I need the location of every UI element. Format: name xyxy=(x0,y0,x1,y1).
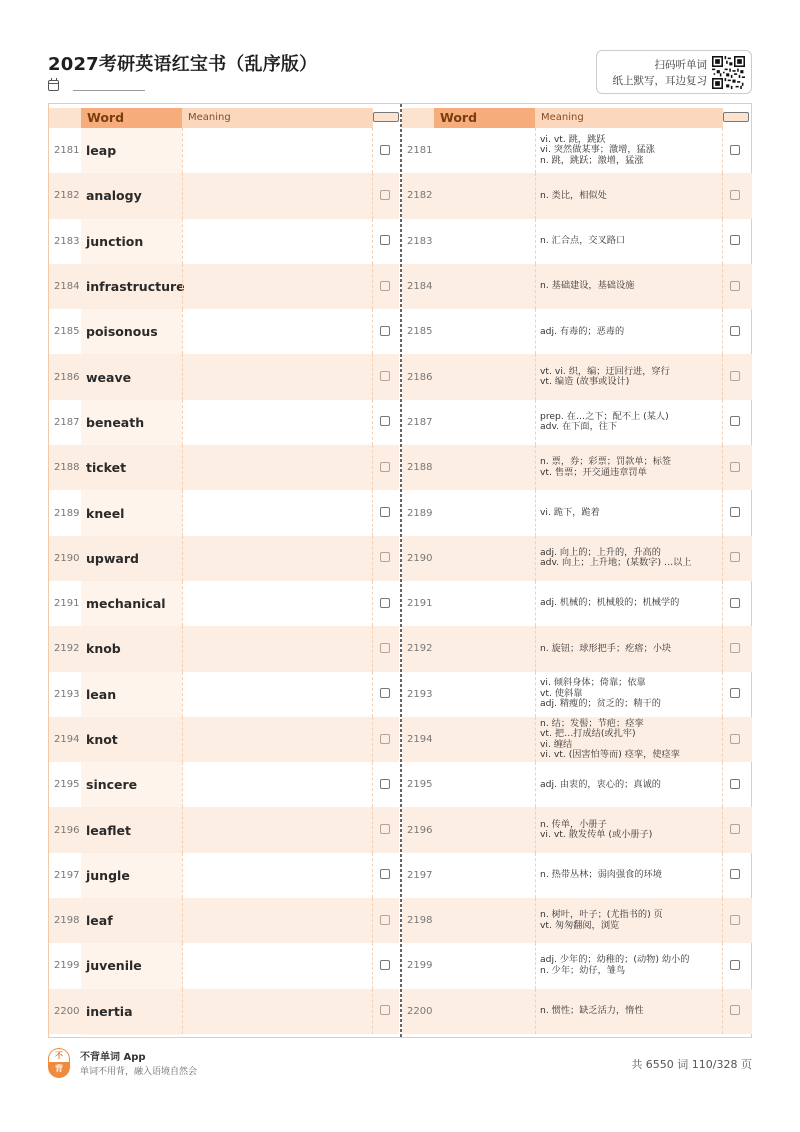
meaning-line: vt. 把…打成结(或扎牢) xyxy=(540,728,636,739)
entry-number: 2191 xyxy=(407,598,433,610)
review-checkbox[interactable] xyxy=(380,598,390,608)
entry-word: junction xyxy=(86,233,144,249)
meaning-line: vt. 编造 (故事或设计) xyxy=(540,376,630,388)
meaning-cell xyxy=(535,672,723,717)
entry-meaning xyxy=(540,445,671,490)
table-header-left xyxy=(49,108,399,128)
review-checkbox[interactable] xyxy=(380,915,390,925)
entry-meaning xyxy=(540,672,661,717)
word-blank-cell[interactable] xyxy=(434,354,535,399)
entry-word: upward xyxy=(86,550,139,566)
entry-meaning xyxy=(540,853,662,898)
page-header xyxy=(48,50,752,98)
meaning-line: n. 跳，跳跃；激增，猛涨 xyxy=(540,154,644,166)
entry-number: 2200 xyxy=(407,1005,433,1017)
meaning-line: vi. 跪下，跪着 xyxy=(540,506,600,518)
review-checkbox[interactable] xyxy=(380,462,390,472)
review-checkbox[interactable] xyxy=(730,688,740,698)
logo-bottom-char: 背 xyxy=(48,1062,70,1078)
entry-word: infrastructure xyxy=(86,279,185,295)
review-checkbox[interactable] xyxy=(380,643,390,653)
app-name: 不背单词 App xyxy=(80,1052,146,1063)
entry-number: 2190 xyxy=(407,552,433,564)
review-checkbox[interactable] xyxy=(380,1005,390,1015)
word-blank-cell[interactable] xyxy=(434,581,535,626)
entry-number: 2185 xyxy=(407,326,433,338)
meaning-cell xyxy=(535,626,723,671)
meaning-blank-cell[interactable] xyxy=(182,536,373,581)
page-title: 2027考研英语红宝书（乱序版） xyxy=(48,54,318,75)
meaning-blank-cell[interactable] xyxy=(182,400,373,445)
word-blank-cell[interactable] xyxy=(434,807,535,852)
word-blank-cell[interactable] xyxy=(434,762,535,807)
table-row xyxy=(402,400,752,445)
entry-number: 2193 xyxy=(407,688,433,700)
table-row xyxy=(402,354,752,399)
table-row xyxy=(402,128,752,173)
entry-number: 2195 xyxy=(407,779,433,791)
meaning-cell xyxy=(535,445,723,490)
meaning-line: prep. 在…之下；配不上 (某人) xyxy=(540,410,669,422)
entry-number: 2196 xyxy=(54,824,80,836)
meaning-line: adj. 少年的；幼稚的；(动物) 幼小的 xyxy=(540,954,690,966)
review-checkbox[interactable] xyxy=(730,462,740,472)
table-row xyxy=(49,490,399,535)
entry-number: 2192 xyxy=(54,643,80,655)
table-row xyxy=(49,672,399,717)
review-checkbox[interactable] xyxy=(380,371,390,381)
qr-code-icon[interactable] xyxy=(712,56,745,89)
header-word: Word xyxy=(81,108,182,128)
entry-number: 2193 xyxy=(54,688,80,700)
table-row xyxy=(49,853,399,898)
table-row xyxy=(402,173,752,218)
meaning-line: vi. 突然做某事；激增，猛涨 xyxy=(540,144,655,156)
review-checkbox[interactable] xyxy=(380,507,390,517)
entry-number: 2183 xyxy=(54,235,80,247)
meaning-blank-cell[interactable] xyxy=(182,219,373,264)
table-row xyxy=(49,445,399,490)
app-logo-icon xyxy=(48,1048,70,1078)
review-checkbox[interactable] xyxy=(730,915,740,925)
word-rows xyxy=(49,128,399,1034)
header-num-cell xyxy=(402,108,434,128)
meaning-blank-cell[interactable] xyxy=(182,445,373,490)
page-footer xyxy=(48,1048,752,1080)
review-checkbox[interactable] xyxy=(730,552,740,562)
word-blank-cell[interactable] xyxy=(434,309,535,354)
meaning-cell xyxy=(535,219,723,264)
entry-word: leaflet xyxy=(86,822,131,838)
meaning-blank-cell[interactable] xyxy=(182,943,373,988)
entry-word: mechanical xyxy=(86,596,166,612)
meaning-cell xyxy=(535,807,723,852)
meaning-cell xyxy=(535,943,723,988)
entry-number: 2198 xyxy=(54,915,80,927)
review-checkbox[interactable] xyxy=(380,869,390,879)
qr-caption xyxy=(605,57,707,89)
entry-meaning xyxy=(540,762,661,807)
entry-number: 2199 xyxy=(54,960,80,972)
table-row xyxy=(49,717,399,762)
meaning-line: n. 热带丛林；弱肉强食的环境 xyxy=(540,869,662,881)
logo-top-char: 不 xyxy=(48,1048,70,1063)
word-blank-cell[interactable] xyxy=(434,173,535,218)
meaning-line: n. 少年；幼仔，雏鸟 xyxy=(540,964,626,976)
meaning-line: n. 票，券；彩票；罚款单；标签 xyxy=(540,456,672,468)
entry-meaning xyxy=(540,717,680,762)
meaning-cell xyxy=(535,762,723,807)
header-meaning: Meaning xyxy=(535,108,723,128)
review-checkbox[interactable] xyxy=(380,688,390,698)
meaning-line: vt. 匆匆翻阅，浏览 xyxy=(540,919,620,931)
entry-number: 2185 xyxy=(54,326,80,338)
entry-number: 2187 xyxy=(407,416,433,428)
meaning-cell xyxy=(535,400,723,445)
word-blank-cell[interactable] xyxy=(434,717,535,762)
entry-number: 2190 xyxy=(54,552,80,564)
entry-meaning xyxy=(540,989,644,1034)
meaning-line: n. 惯性；缺乏活力，惰性 xyxy=(540,1005,644,1017)
review-checkbox[interactable] xyxy=(380,235,390,245)
review-checkbox[interactable] xyxy=(730,235,740,245)
meaning-cell xyxy=(535,853,723,898)
meaning-line: adv. 向上；上升地；(某数字) …以上 xyxy=(540,557,692,569)
meaning-line: vt. 售票；开交通违章罚单 xyxy=(540,466,647,478)
word-blank-cell[interactable] xyxy=(434,219,535,264)
table-row xyxy=(49,989,399,1034)
word-blank-cell[interactable] xyxy=(434,490,535,535)
meaning-line: adj. 精瘦的；贫乏的；精干的 xyxy=(540,698,661,710)
table-row xyxy=(49,264,399,309)
entry-word: beneath xyxy=(86,414,145,430)
table-row xyxy=(402,309,752,354)
table-row xyxy=(402,807,752,852)
entry-number: 2195 xyxy=(54,779,80,791)
word-blank-cell[interactable] xyxy=(434,672,535,717)
meaning-line: n. 类比，相似处 xyxy=(540,189,607,201)
table-row xyxy=(402,536,752,581)
entry-word: kneel xyxy=(86,505,125,521)
meaning-line: n. 汇合点，交叉路口 xyxy=(540,234,626,246)
review-checkbox[interactable] xyxy=(730,643,740,653)
entry-number: 2181 xyxy=(407,145,433,157)
meaning-line: adj. 机械的；机械般的；机械学的 xyxy=(540,597,680,609)
meaning-cell xyxy=(535,354,723,399)
qr-card xyxy=(596,50,752,94)
table-row xyxy=(49,807,399,852)
table-header-right xyxy=(402,108,752,128)
entry-meaning xyxy=(540,173,607,218)
entry-number: 2186 xyxy=(407,371,433,383)
review-checkbox[interactable] xyxy=(730,190,740,200)
entry-number: 2197 xyxy=(407,869,433,881)
entry-number: 2198 xyxy=(407,915,433,927)
meaning-blank-cell[interactable] xyxy=(182,717,373,762)
entry-number: 2194 xyxy=(407,734,433,745)
table-row xyxy=(402,943,752,988)
entry-meaning xyxy=(540,490,600,535)
meaning-line: n. 结；发髻；节疤；痉挛 xyxy=(540,717,644,729)
table-row xyxy=(402,717,752,762)
entry-meaning xyxy=(540,354,670,399)
meaning-line: vi. vt. 跳，跳跃 xyxy=(540,133,606,145)
entry-word: jungle xyxy=(86,867,130,883)
table-row xyxy=(402,853,752,898)
entry-number: 2184 xyxy=(407,281,433,293)
entry-number: 2200 xyxy=(54,1005,80,1017)
word-blank-cell[interactable] xyxy=(434,128,535,173)
entry-meaning xyxy=(540,536,692,581)
review-checkbox[interactable] xyxy=(730,281,740,291)
meaning-line: vi. 缠结 xyxy=(540,738,573,750)
entry-word: ticket xyxy=(86,460,127,476)
meaning-blank-cell[interactable] xyxy=(182,898,373,943)
meaning-cell xyxy=(535,490,723,535)
meaning-cell xyxy=(535,717,723,762)
meaning-cell xyxy=(535,989,723,1034)
meaning-line: vi. vt. 散发传单 (或小册子) xyxy=(540,829,653,841)
entry-word: lean xyxy=(86,686,117,702)
meaning-cell xyxy=(535,898,723,943)
table-row xyxy=(402,762,752,807)
entry-word: knob xyxy=(86,641,121,657)
entry-number: 2191 xyxy=(54,598,80,610)
word-blank-cell[interactable] xyxy=(434,626,535,671)
meaning-line: n. 基础建设，基础设施 xyxy=(540,280,635,292)
qr-caption-line2: 纸上默写，耳边复习 xyxy=(612,75,707,87)
entry-meaning xyxy=(540,264,634,309)
entry-number: 2199 xyxy=(407,960,433,972)
entry-word: leap xyxy=(86,143,117,159)
review-checkbox[interactable] xyxy=(730,416,740,426)
entry-word: inertia xyxy=(86,1003,133,1019)
meaning-blank-cell[interactable] xyxy=(182,672,373,717)
review-checkbox[interactable] xyxy=(730,326,740,336)
table-row xyxy=(49,762,399,807)
review-checkbox[interactable] xyxy=(730,598,740,608)
review-checkbox[interactable] xyxy=(730,824,740,834)
entry-meaning xyxy=(540,898,663,943)
meaning-blank-cell[interactable] xyxy=(182,762,373,807)
review-checkbox[interactable] xyxy=(380,326,390,336)
entry-meaning xyxy=(540,219,625,264)
entry-word: poisonous xyxy=(86,324,158,340)
meaning-line: adj. 有毒的；恶毒的 xyxy=(540,325,625,337)
table-row xyxy=(402,898,752,943)
table-row xyxy=(402,490,752,535)
table-row xyxy=(49,354,399,399)
entry-word: sincere xyxy=(86,777,138,793)
entry-word: weave xyxy=(86,369,132,385)
calendar-icon xyxy=(48,80,59,91)
qr-caption-line1: 扫码听单词 xyxy=(654,59,707,71)
meaning-line: vi. vt. (因害怕等而) 痉挛，使痉挛 xyxy=(540,749,680,760)
word-blank-cell[interactable] xyxy=(434,989,535,1034)
meaning-line: n. 树叶，叶子；(尤指书的) 页 xyxy=(540,909,663,921)
meaning-blank-cell[interactable] xyxy=(182,128,373,173)
entry-meaning xyxy=(540,400,669,445)
review-checkbox[interactable] xyxy=(380,824,390,834)
table-row xyxy=(402,264,752,309)
table-row xyxy=(402,626,752,671)
meaning-line: vi. 倾斜身体；倚靠；依靠 xyxy=(540,677,646,689)
meaning-rows xyxy=(402,128,752,1034)
entry-meaning xyxy=(540,309,624,354)
entry-word: leaf xyxy=(86,913,113,929)
meaning-blank-cell[interactable] xyxy=(182,626,373,671)
review-checkbox[interactable] xyxy=(730,371,740,381)
word-blank-cell[interactable] xyxy=(434,445,535,490)
meaning-line: adj. 由衷的，衷心的；真诚的 xyxy=(540,778,661,790)
entry-meaning xyxy=(540,943,689,988)
header-word: Word xyxy=(434,108,535,128)
entry-meaning xyxy=(540,128,655,173)
table-row xyxy=(402,219,752,264)
header-meaning: Meaning xyxy=(182,108,373,128)
table-row xyxy=(49,128,399,173)
table-row xyxy=(49,898,399,943)
date-row xyxy=(48,80,145,91)
entry-number: 2187 xyxy=(54,416,80,428)
review-checkbox[interactable] xyxy=(380,416,390,426)
review-checkbox[interactable] xyxy=(380,190,390,200)
entry-number: 2188 xyxy=(407,462,433,474)
entry-number: 2196 xyxy=(407,824,433,836)
entry-number: 2186 xyxy=(54,371,80,383)
meaning-blank-cell[interactable] xyxy=(182,309,373,354)
entry-meaning xyxy=(540,626,671,671)
entry-number: 2192 xyxy=(407,643,433,655)
review-checkbox[interactable] xyxy=(730,734,740,744)
table-row xyxy=(402,445,752,490)
word-blank-cell[interactable] xyxy=(434,264,535,309)
table-row xyxy=(49,219,399,264)
entry-number: 2189 xyxy=(54,507,80,519)
table-row xyxy=(49,309,399,354)
table-row xyxy=(49,536,399,581)
review-checkbox[interactable] xyxy=(380,960,390,970)
word-blank-cell[interactable] xyxy=(434,536,535,581)
review-checkbox[interactable] xyxy=(380,734,390,744)
review-checkbox[interactable] xyxy=(730,869,740,879)
panel-words xyxy=(49,104,399,1037)
entry-number: 2197 xyxy=(54,869,80,881)
meaning-blank-cell[interactable] xyxy=(182,490,373,535)
word-blank-cell[interactable] xyxy=(434,853,535,898)
meaning-blank-cell[interactable] xyxy=(182,354,373,399)
header-check-cell xyxy=(723,112,749,122)
meaning-blank-cell[interactable] xyxy=(182,581,373,626)
meaning-cell xyxy=(535,536,723,581)
meaning-line: vt. 使斜靠 xyxy=(540,687,583,699)
review-checkbox[interactable] xyxy=(380,281,390,291)
meaning-line: n. 传单，小册子 xyxy=(540,818,607,830)
meaning-cell xyxy=(535,173,723,218)
page-info: 共 6550 词 110/328 页 xyxy=(631,1058,752,1071)
word-sheet xyxy=(48,103,752,1038)
entry-number: 2182 xyxy=(407,190,433,202)
entry-word: juvenile xyxy=(86,958,142,974)
review-checkbox[interactable] xyxy=(380,145,390,155)
word-blank-cell[interactable] xyxy=(434,943,535,988)
meaning-blank-cell[interactable] xyxy=(182,853,373,898)
meaning-line: adv. 在下面，往下 xyxy=(540,421,618,433)
panel-meanings xyxy=(402,104,752,1037)
meaning-cell xyxy=(535,264,723,309)
meaning-line: n. 旋钮；球形把手；疙瘩；小块 xyxy=(540,642,672,654)
review-checkbox[interactable] xyxy=(730,1005,740,1015)
header-num-cell xyxy=(49,108,81,128)
meaning-blank-cell[interactable] xyxy=(182,264,373,309)
entry-number: 2183 xyxy=(407,235,433,247)
date-blank-line xyxy=(73,81,145,91)
meaning-cell xyxy=(535,581,723,626)
review-checkbox[interactable] xyxy=(730,779,740,789)
table-row xyxy=(49,581,399,626)
table-row xyxy=(49,626,399,671)
entry-number: 2188 xyxy=(54,462,80,474)
table-row xyxy=(402,581,752,626)
meaning-line: vt. vi. 织，编；迂回行进，穿行 xyxy=(540,365,670,377)
entry-word: analogy xyxy=(86,188,142,204)
entry-number: 2181 xyxy=(54,145,80,157)
table-row xyxy=(49,400,399,445)
table-row xyxy=(402,672,752,717)
meaning-cell xyxy=(535,309,723,354)
entry-number: 2194 xyxy=(54,734,80,745)
table-row xyxy=(49,173,399,218)
review-checkbox[interactable] xyxy=(380,552,390,562)
word-blank-cell[interactable] xyxy=(434,400,535,445)
meaning-blank-cell[interactable] xyxy=(182,989,373,1034)
entry-number: 2184 xyxy=(54,281,80,293)
meaning-cell xyxy=(535,128,723,173)
review-checkbox[interactable] xyxy=(730,960,740,970)
table-row xyxy=(49,943,399,988)
header-check-cell xyxy=(373,112,399,122)
entry-meaning xyxy=(540,581,679,626)
meaning-blank-cell[interactable] xyxy=(182,807,373,852)
review-checkbox[interactable] xyxy=(730,507,740,517)
entry-number: 2189 xyxy=(407,507,433,519)
entry-number: 2182 xyxy=(54,190,80,202)
app-slogan: 单词不用背，融入语境自然会 xyxy=(80,1067,198,1077)
entry-word: knot xyxy=(86,732,118,747)
review-checkbox[interactable] xyxy=(730,145,740,155)
meaning-blank-cell[interactable] xyxy=(182,173,373,218)
table-row xyxy=(402,989,752,1034)
entry-meaning xyxy=(540,807,652,852)
word-blank-cell[interactable] xyxy=(434,898,535,943)
review-checkbox[interactable] xyxy=(380,779,390,789)
meaning-line: adj. 向上的；上升的，升高的 xyxy=(540,546,661,558)
